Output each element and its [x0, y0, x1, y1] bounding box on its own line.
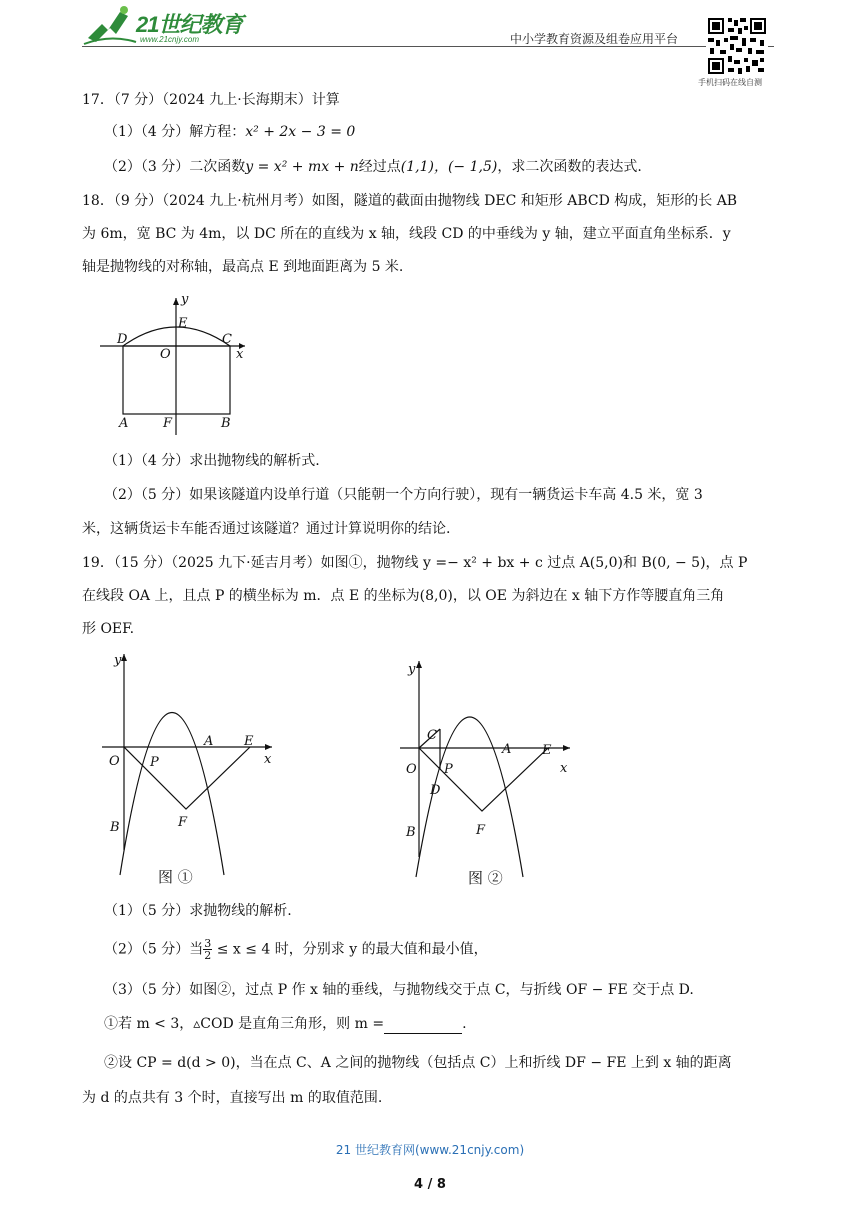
- fig2-caption: 图 ②: [468, 869, 503, 887]
- q19-part2: [104, 938, 488, 961]
- fig2-label-y: y: [408, 662, 416, 677]
- q19-part3-sub1-text: ①若 m < 3，▵COD 是直角三角形，则 m =: [104, 1016, 385, 1032]
- q17-part1-math: x² + 2x − 3 = 0: [245, 124, 356, 140]
- q18-line3: 轴是抛物线的对称轴，最高点 E 到地面距离为 5 米.: [82, 259, 404, 275]
- q19-part3: （3）（5 分）如图②，过点 P 作 x 轴的垂线，与抛物线交于点 C，与折线 OF − FE 交于点 D.: [104, 982, 694, 998]
- fig2-label-P: P: [444, 762, 453, 777]
- label-A: A: [119, 416, 129, 431]
- label-x: x: [236, 347, 244, 362]
- fig1-caption: 图 ①: [158, 868, 193, 886]
- q19-part3-sub2-line2: 为 d 的点共有 3 个时，直接写出 m 的取值范围.: [82, 1090, 383, 1106]
- label-F: F: [163, 416, 173, 431]
- fig2-label-O: O: [406, 762, 417, 777]
- fig1-label-y: y: [114, 653, 122, 668]
- fig2-label-A: A: [502, 742, 512, 757]
- fig1-label-x: x: [264, 752, 272, 767]
- fig1-label-B: B: [110, 820, 120, 835]
- q19-part2-text-a: （2）（5 分）当: [104, 941, 204, 958]
- q18-part2-line1: （2）（5 分）如果该隧道内设单行道（只能朝一个方向行驶），现有一辆货运卡车高 4.5 米，宽 3: [104, 487, 703, 503]
- q19-line3: 形 OEF.: [82, 621, 135, 637]
- fig2-label-D: D: [430, 783, 441, 798]
- label-O: O: [160, 347, 171, 362]
- label-C: C: [222, 332, 232, 347]
- fig1-label-P: P: [150, 755, 159, 770]
- fig2-triangle-OFE: [419, 748, 548, 811]
- fig2-label-C: C: [427, 728, 437, 743]
- figure-1: [100, 650, 290, 890]
- tunnel-figure: [95, 290, 265, 440]
- answer-blank[interactable]: [384, 1019, 462, 1034]
- figure-2: [398, 657, 588, 891]
- label-y: y: [181, 292, 189, 307]
- q19-part3-sub2-line1: ②设 CP = d(d > 0)，当在点 C、A 之间的抛物线（包括点 C）上和折线 DF − FE 上到 x 轴的距离: [104, 1055, 732, 1071]
- fig1-label-O: O: [109, 754, 120, 769]
- fig2-label-E: E: [542, 743, 552, 758]
- fig2-label-F: F: [476, 823, 486, 838]
- q18-part1: （1）（4 分）求出抛物线的解析式.: [104, 453, 320, 469]
- q17-part1: [104, 122, 355, 142]
- q17-part1-text: （1）（4 分）解方程：: [104, 124, 246, 140]
- label-B: B: [221, 416, 231, 431]
- fig1-label-E: E: [244, 734, 254, 749]
- logo-text: 21世纪教育: [136, 12, 243, 37]
- q19-line2: 在线段 OA 上，且点 P 的横坐标为 m．点 E 的坐标为(8,0)，以 OE 为斜边在 x 轴下方作等腰直角三角: [82, 588, 725, 604]
- q17-part2-math-b: (1,1)，(− 1,5): [400, 159, 498, 175]
- qr-code-icon[interactable]: [706, 16, 768, 76]
- fig1-label-A: A: [204, 734, 214, 749]
- q19-part3-sub1: ①若 m < 3，▵COD 是直角三角形，则 m = .: [104, 1016, 467, 1032]
- label-D: D: [117, 332, 128, 347]
- fraction-three-halves: $\frac{3}{2}$: [204, 937, 212, 962]
- qr-caption: 手机扫码在线自测: [698, 78, 762, 87]
- q17-part2-math-a: y = x² + mx + n: [245, 159, 359, 175]
- fig1-triangle-OFE: [124, 747, 250, 809]
- q17-part2-text-a: （2）（3 分）二次函数: [104, 159, 246, 175]
- page-number: 4 / 8: [414, 1177, 446, 1192]
- q19-line1: 19．（15 分）（2025 九下·延吉月考）如图①，抛物线 y =− x² + bx + c 过点 A(5,0)和 B(0, − 5)，点 P: [82, 555, 748, 571]
- runner-logo-icon: [82, 4, 138, 48]
- q17-title: 17．（7 分）（2024 九上·长海期末）计算: [82, 92, 340, 108]
- q17-part2-text-b: 经过点: [358, 159, 401, 175]
- logo-url: www.21cnjy.com: [140, 35, 199, 44]
- q17-part2-text-c: ，求二次函数的表达式.: [497, 159, 642, 175]
- q17-part2: [104, 157, 642, 177]
- header-divider: [82, 46, 774, 47]
- q18-line1: 18．（9 分）（2024 九上·杭州月考）如图，隧道的截面由抛物线 DEC 和矩形 ABCD 构成，矩形的长 AB: [82, 193, 738, 209]
- platform-title: 中小学教育资源及组卷应用平台: [510, 32, 679, 46]
- q18-part2-line2: 米，这辆货运卡车能否通过该隧道？通过计算说明你的结论.: [82, 521, 451, 537]
- footer-site-link[interactable]: 21 世纪教育网(www.21cnjy.com): [335, 1143, 525, 1157]
- logo: [82, 4, 252, 48]
- label-E: E: [178, 316, 188, 331]
- fig2-label-B: B: [406, 825, 416, 840]
- q18-line2: 为 6m，宽 BC 为 4m，以 DC 所在的直线为 x 轴，线段 CD 的中垂线为 y 轴，建立平面直角坐标系．y: [82, 226, 731, 242]
- fig1-label-F: F: [178, 815, 188, 830]
- fig2-label-x: x: [560, 761, 568, 776]
- q19-part2-text-b: ≤ x ≤ 4 时，分别求 y 的最大值和最小值，: [212, 941, 488, 958]
- q19-part1: （1）（5 分）求抛物线的解析.: [104, 903, 292, 919]
